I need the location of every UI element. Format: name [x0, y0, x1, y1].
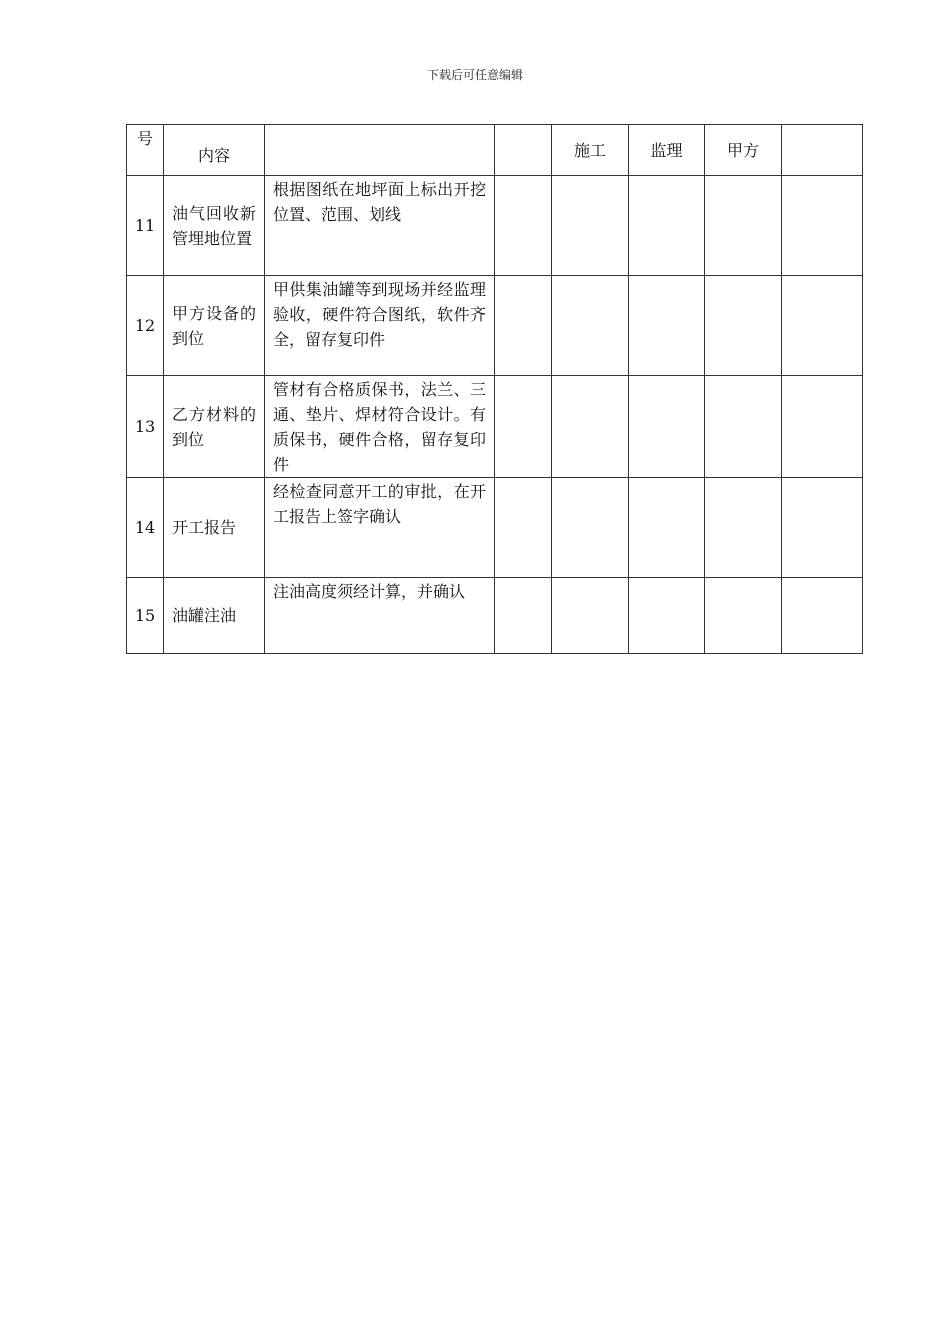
row-construction-cell [552, 176, 629, 276]
row-item: 开工报告 [164, 478, 265, 578]
row-owner-cell [705, 578, 782, 654]
table-row [127, 376, 863, 478]
row-supervision-cell [629, 376, 705, 478]
row-requirement: 根据图纸在地坪面上标出开挖位置、范围、划线 [265, 176, 495, 276]
row-number: 12 [127, 276, 164, 376]
row-requirement: 管材有合格质保书，法兰、三通、垫片、焊材符合设计。有质保书，硬件合格，留存复印件 [265, 376, 495, 478]
row-item: 油气回收新管埋地位置 [164, 176, 265, 276]
row-item: 乙方材料的到位 [164, 376, 265, 478]
row-supervision-cell [629, 578, 705, 654]
row-construction-cell [552, 376, 629, 478]
row-supervision-cell [629, 478, 705, 578]
row-construction-cell [552, 276, 629, 376]
header-requirement [265, 125, 495, 176]
row-construction-cell [552, 578, 629, 654]
header-supervision: 监理 [629, 125, 705, 176]
row-remark-cell [782, 478, 863, 578]
row-supervision-cell [629, 276, 705, 376]
header-remark [782, 125, 863, 176]
row-owner-cell [705, 376, 782, 478]
row-blank-cell [495, 478, 552, 578]
header-owner: 甲方 [705, 125, 782, 176]
row-owner-cell [705, 276, 782, 376]
row-supervision-cell [629, 176, 705, 276]
row-remark-cell [782, 276, 863, 376]
header-no: 号 [127, 125, 164, 176]
row-number: 14 [127, 478, 164, 578]
table-row [127, 176, 863, 276]
header-blank [495, 125, 552, 176]
inspection-table [126, 124, 863, 654]
header-construction: 施工 [552, 125, 629, 176]
table-header-row [127, 125, 863, 176]
row-owner-cell [705, 176, 782, 276]
header-item: 内容 [164, 125, 265, 176]
row-remark-cell [782, 578, 863, 654]
row-item: 油罐注油 [164, 578, 265, 654]
row-item: 甲方设备的到位 [164, 276, 265, 376]
row-blank-cell [495, 376, 552, 478]
row-blank-cell [495, 176, 552, 276]
row-number: 15 [127, 578, 164, 654]
row-requirement: 注油高度须经计算，并确认 [265, 578, 495, 654]
row-number: 11 [127, 176, 164, 276]
table-row [127, 578, 863, 654]
table-row [127, 478, 863, 578]
table-row [127, 276, 863, 376]
row-owner-cell [705, 478, 782, 578]
row-requirement: 经检查同意开工的审批，在开工报告上签字确认 [265, 478, 495, 578]
row-blank-cell [495, 578, 552, 654]
row-number: 13 [127, 376, 164, 478]
row-remark-cell [782, 376, 863, 478]
row-remark-cell [782, 176, 863, 276]
row-requirement: 甲供集油罐等到现场并经监理验收，硬件符合图纸，软件齐全，留存复印件 [265, 276, 495, 376]
row-construction-cell [552, 478, 629, 578]
row-blank-cell [495, 276, 552, 376]
page-header-note: 下载后可任意编辑 [426, 68, 523, 82]
